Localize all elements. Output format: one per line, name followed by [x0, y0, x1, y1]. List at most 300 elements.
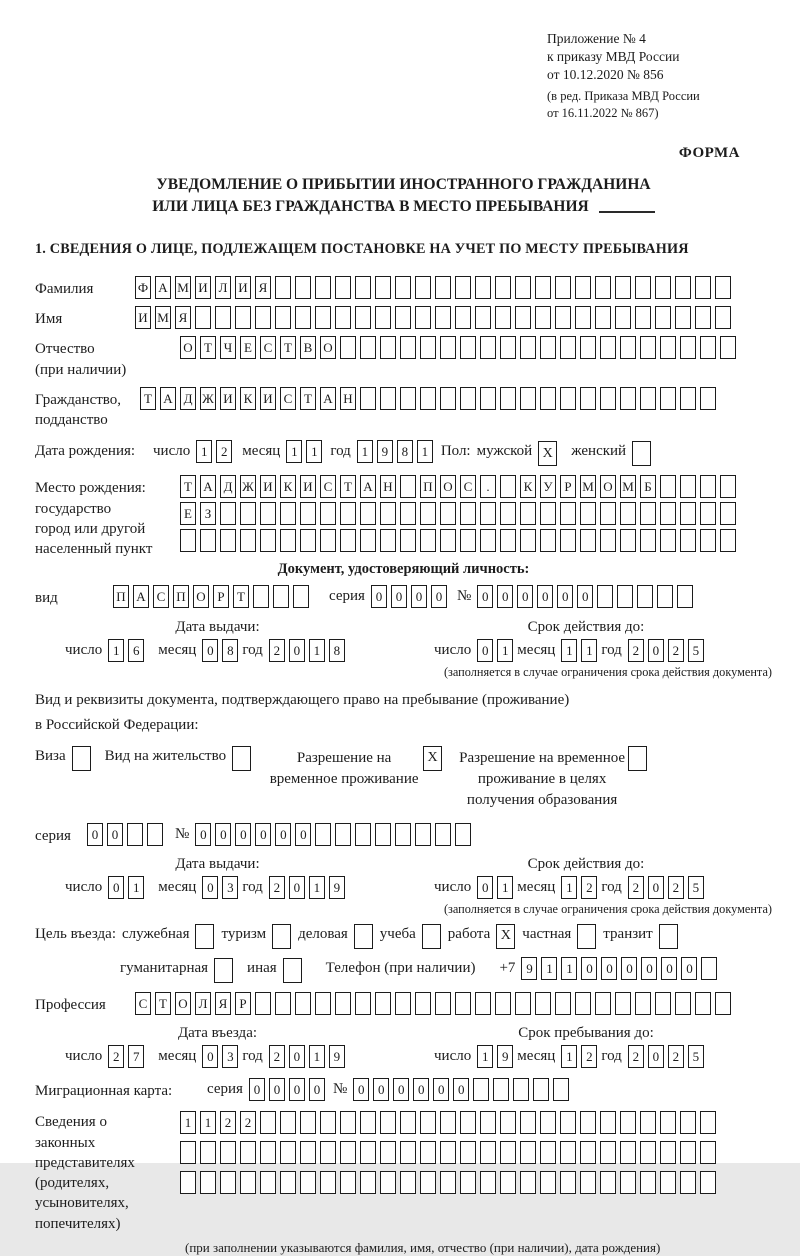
char-box[interactable]: 0 [202, 876, 218, 899]
char-box[interactable] [680, 387, 696, 410]
char-box[interactable] [275, 992, 291, 1015]
char-box[interactable] [677, 585, 693, 608]
char-box[interactable] [640, 529, 656, 552]
char-box[interactable] [455, 823, 471, 846]
char-box[interactable]: 9 [497, 1045, 513, 1068]
char-box[interactable] [540, 387, 556, 410]
char-box[interactable] [200, 1171, 216, 1194]
char-box[interactable] [700, 1141, 716, 1164]
char-box[interactable] [675, 276, 691, 299]
char-box[interactable] [240, 1141, 256, 1164]
char-box[interactable]: А [160, 387, 176, 410]
char-box[interactable] [400, 529, 416, 552]
char-box[interactable]: 0 [537, 585, 553, 608]
char-box[interactable]: 1 [497, 876, 513, 899]
char-box[interactable] [635, 276, 651, 299]
char-box[interactable] [680, 1171, 696, 1194]
char-box[interactable] [340, 529, 356, 552]
char-box[interactable] [260, 529, 276, 552]
char-box[interactable] [215, 306, 231, 329]
char-box[interactable]: 0 [477, 585, 493, 608]
char-box[interactable] [617, 585, 633, 608]
char-box[interactable]: Т [155, 992, 171, 1015]
char-box[interactable]: 0 [577, 585, 593, 608]
id-valid-month[interactable] [561, 639, 601, 662]
char-box[interactable] [395, 276, 411, 299]
char-box[interactable] [440, 529, 456, 552]
char-box[interactable]: Ж [200, 387, 216, 410]
char-box[interactable] [500, 502, 516, 525]
res-valid-month[interactable] [561, 876, 601, 899]
char-box[interactable] [600, 387, 616, 410]
char-box[interactable] [540, 336, 556, 359]
res-doc-series-input[interactable] [87, 823, 167, 846]
char-box[interactable]: 0 [255, 823, 271, 846]
char-box[interactable] [520, 1111, 536, 1134]
char-box[interactable]: И [260, 387, 276, 410]
char-box[interactable] [580, 1111, 596, 1134]
char-box[interactable] [455, 306, 471, 329]
char-box[interactable] [260, 1141, 276, 1164]
purpose-other-checkbox[interactable] [283, 958, 302, 983]
char-box[interactable]: 2 [668, 876, 684, 899]
char-box[interactable]: Ф [135, 276, 151, 299]
char-box[interactable] [280, 502, 296, 525]
stay-month[interactable] [561, 1045, 601, 1068]
char-box[interactable]: 8 [329, 639, 345, 662]
char-box[interactable]: 2 [108, 1045, 124, 1068]
char-box[interactable] [460, 1111, 476, 1134]
char-box[interactable] [660, 529, 676, 552]
char-box[interactable]: Я [255, 276, 271, 299]
char-box[interactable]: 0 [289, 1045, 305, 1068]
char-box[interactable]: 9 [329, 1045, 345, 1068]
char-box[interactable] [500, 336, 516, 359]
char-box[interactable] [180, 529, 196, 552]
char-box[interactable]: 1 [309, 876, 325, 899]
char-box[interactable]: 1 [180, 1111, 196, 1134]
char-box[interactable] [420, 336, 436, 359]
char-box[interactable] [400, 502, 416, 525]
char-box[interactable] [660, 1171, 676, 1194]
char-box[interactable] [635, 306, 651, 329]
char-box[interactable]: И [195, 276, 211, 299]
profession-input[interactable] [135, 992, 735, 1015]
char-box[interactable] [620, 502, 636, 525]
char-box[interactable] [375, 276, 391, 299]
id-valid-day[interactable] [477, 639, 517, 662]
char-box[interactable] [555, 992, 571, 1015]
res-issue-year[interactable] [269, 876, 349, 899]
char-box[interactable] [300, 1111, 316, 1134]
char-box[interactable]: 5 [688, 876, 704, 899]
char-box[interactable] [560, 1141, 576, 1164]
char-box[interactable] [540, 1111, 556, 1134]
char-box[interactable] [520, 529, 536, 552]
char-box[interactable]: . [480, 475, 496, 498]
char-box[interactable]: 1 [561, 639, 577, 662]
char-box[interactable]: И [235, 276, 251, 299]
char-box[interactable]: С [260, 336, 276, 359]
char-box[interactable] [700, 529, 716, 552]
char-box[interactable] [335, 992, 351, 1015]
char-box[interactable]: 2 [668, 1045, 684, 1068]
char-box[interactable] [295, 306, 311, 329]
char-box[interactable] [220, 1141, 236, 1164]
char-box[interactable] [600, 1171, 616, 1194]
char-box[interactable] [480, 336, 496, 359]
char-box[interactable]: К [280, 475, 296, 498]
id-issue-year[interactable] [269, 639, 349, 662]
char-box[interactable]: 0 [289, 639, 305, 662]
char-box[interactable]: Е [240, 336, 256, 359]
char-box[interactable]: 9 [329, 876, 345, 899]
purpose-work-checkbox[interactable]: X [496, 924, 515, 949]
char-box[interactable] [147, 823, 163, 846]
char-box[interactable]: К [240, 387, 256, 410]
char-box[interactable]: 2 [628, 1045, 644, 1068]
birth-month-input[interactable] [286, 440, 326, 463]
char-box[interactable] [480, 1111, 496, 1134]
legal-reps-line1[interactable] [180, 1111, 720, 1134]
char-box[interactable] [720, 529, 736, 552]
legal-reps-line3[interactable] [180, 1171, 720, 1194]
char-box[interactable]: П [420, 475, 436, 498]
char-box[interactable] [597, 585, 613, 608]
char-box[interactable] [660, 336, 676, 359]
res-issue-month[interactable] [202, 876, 242, 899]
char-box[interactable]: 0 [215, 823, 231, 846]
char-box[interactable] [720, 502, 736, 525]
char-box[interactable]: 0 [195, 823, 211, 846]
char-box[interactable] [680, 529, 696, 552]
char-box[interactable] [540, 1171, 556, 1194]
char-box[interactable] [640, 1141, 656, 1164]
char-box[interactable]: У [540, 475, 556, 498]
char-box[interactable]: Б [640, 475, 656, 498]
char-box[interactable] [500, 529, 516, 552]
char-box[interactable]: 1 [561, 1045, 577, 1068]
char-box[interactable]: 8 [397, 440, 413, 463]
given-name-input[interactable] [135, 306, 735, 329]
char-box[interactable] [535, 992, 551, 1015]
char-box[interactable]: З [200, 502, 216, 525]
char-box[interactable] [495, 276, 511, 299]
char-box[interactable] [640, 387, 656, 410]
char-box[interactable] [575, 276, 591, 299]
char-box[interactable]: 0 [87, 823, 103, 846]
surname-input[interactable] [135, 276, 735, 299]
char-box[interactable]: 0 [411, 585, 427, 608]
birth-year-input[interactable] [357, 440, 437, 463]
char-box[interactable] [415, 306, 431, 329]
char-box[interactable] [220, 502, 236, 525]
char-box[interactable] [675, 992, 691, 1015]
char-box[interactable] [395, 823, 411, 846]
char-box[interactable] [580, 336, 596, 359]
char-box[interactable] [695, 276, 711, 299]
char-box[interactable] [420, 529, 436, 552]
char-box[interactable] [380, 1141, 396, 1164]
char-box[interactable] [640, 1111, 656, 1134]
char-box[interactable] [600, 1141, 616, 1164]
char-box[interactable]: 0 [557, 585, 573, 608]
char-box[interactable]: 0 [393, 1078, 409, 1101]
char-box[interactable]: 0 [413, 1078, 429, 1101]
char-box[interactable] [600, 336, 616, 359]
purpose-transit-checkbox[interactable] [659, 924, 678, 949]
char-box[interactable] [240, 529, 256, 552]
char-box[interactable]: П [173, 585, 189, 608]
char-box[interactable]: Р [235, 992, 251, 1015]
char-box[interactable] [320, 1171, 336, 1194]
char-box[interactable]: К [520, 475, 536, 498]
char-box[interactable]: О [600, 475, 616, 498]
char-box[interactable] [595, 992, 611, 1015]
phone-input[interactable] [521, 957, 721, 980]
char-box[interactable] [655, 276, 671, 299]
char-box[interactable] [275, 306, 291, 329]
char-box[interactable]: 0 [269, 1078, 285, 1101]
char-box[interactable] [637, 585, 653, 608]
char-box[interactable] [480, 387, 496, 410]
char-box[interactable]: 1 [561, 876, 577, 899]
char-box[interactable] [395, 306, 411, 329]
char-box[interactable]: 1 [561, 957, 577, 980]
stay-day[interactable] [477, 1045, 517, 1068]
char-box[interactable] [635, 992, 651, 1015]
char-box[interactable]: 2 [216, 440, 232, 463]
char-box[interactable]: Т [280, 336, 296, 359]
char-box[interactable] [440, 1171, 456, 1194]
char-box[interactable]: В [300, 336, 316, 359]
purpose-business-checkbox[interactable] [354, 924, 373, 949]
char-box[interactable]: А [133, 585, 149, 608]
char-box[interactable] [540, 1141, 556, 1164]
char-box[interactable]: 1 [357, 440, 373, 463]
char-box[interactable]: 2 [269, 639, 285, 662]
char-box[interactable] [415, 992, 431, 1015]
char-box[interactable] [473, 1078, 489, 1101]
char-box[interactable] [400, 475, 416, 498]
char-box[interactable] [620, 387, 636, 410]
char-box[interactable] [440, 1141, 456, 1164]
char-box[interactable] [440, 387, 456, 410]
char-box[interactable] [380, 336, 396, 359]
char-box[interactable] [535, 276, 551, 299]
char-box[interactable] [480, 1171, 496, 1194]
char-box[interactable]: 0 [641, 957, 657, 980]
char-box[interactable] [355, 823, 371, 846]
char-box[interactable] [495, 992, 511, 1015]
char-box[interactable] [500, 1111, 516, 1134]
char-box[interactable] [520, 502, 536, 525]
char-box[interactable] [640, 502, 656, 525]
char-box[interactable]: О [175, 992, 191, 1015]
char-box[interactable] [400, 336, 416, 359]
char-box[interactable]: 0 [202, 639, 218, 662]
char-box[interactable]: Д [220, 475, 236, 498]
migration-series-input[interactable] [249, 1078, 329, 1101]
char-box[interactable]: 6 [128, 639, 144, 662]
char-box[interactable] [513, 1078, 529, 1101]
char-box[interactable]: 1 [200, 1111, 216, 1134]
id-valid-year[interactable] [628, 639, 708, 662]
char-box[interactable]: 2 [220, 1111, 236, 1134]
char-box[interactable]: М [580, 475, 596, 498]
char-box[interactable] [360, 502, 376, 525]
char-box[interactable] [280, 1111, 296, 1134]
char-box[interactable] [515, 276, 531, 299]
char-box[interactable] [340, 1141, 356, 1164]
char-box[interactable] [400, 1171, 416, 1194]
char-box[interactable] [640, 1171, 656, 1194]
doc-type-input[interactable] [113, 585, 313, 608]
char-box[interactable]: 0 [581, 957, 597, 980]
char-box[interactable] [240, 502, 256, 525]
char-box[interactable] [340, 1171, 356, 1194]
char-box[interactable] [320, 502, 336, 525]
char-box[interactable] [500, 1141, 516, 1164]
char-box[interactable]: И [260, 475, 276, 498]
char-box[interactable] [660, 1141, 676, 1164]
char-box[interactable] [500, 475, 516, 498]
char-box[interactable]: 0 [477, 876, 493, 899]
char-box[interactable] [600, 529, 616, 552]
char-box[interactable]: 0 [373, 1078, 389, 1101]
char-box[interactable] [655, 992, 671, 1015]
char-box[interactable]: 0 [648, 876, 664, 899]
char-box[interactable] [335, 276, 351, 299]
res-doc-number-input[interactable] [195, 823, 475, 846]
char-box[interactable]: 0 [295, 823, 311, 846]
char-box[interactable] [660, 1111, 676, 1134]
char-box[interactable]: 1 [196, 440, 212, 463]
char-box[interactable] [380, 1171, 396, 1194]
char-box[interactable] [540, 502, 556, 525]
char-box[interactable] [260, 1171, 276, 1194]
char-box[interactable] [240, 1171, 256, 1194]
char-box[interactable]: 0 [517, 585, 533, 608]
char-box[interactable] [695, 992, 711, 1015]
char-box[interactable]: Ж [240, 475, 256, 498]
char-box[interactable] [620, 1141, 636, 1164]
char-box[interactable]: Т [200, 336, 216, 359]
char-box[interactable]: 0 [681, 957, 697, 980]
char-box[interactable] [500, 1171, 516, 1194]
char-box[interactable]: 0 [289, 876, 305, 899]
char-box[interactable] [435, 306, 451, 329]
id-issue-month[interactable] [202, 639, 242, 662]
char-box[interactable] [520, 387, 536, 410]
char-box[interactable]: Н [380, 475, 396, 498]
char-box[interactable] [435, 992, 451, 1015]
char-box[interactable]: 0 [202, 1045, 218, 1068]
char-box[interactable] [255, 306, 271, 329]
char-box[interactable] [200, 1141, 216, 1164]
char-box[interactable] [340, 502, 356, 525]
char-box[interactable] [295, 276, 311, 299]
char-box[interactable] [480, 529, 496, 552]
char-box[interactable] [315, 276, 331, 299]
char-box[interactable] [360, 387, 376, 410]
char-box[interactable]: 1 [417, 440, 433, 463]
char-box[interactable] [360, 1111, 376, 1134]
entry-day[interactable] [108, 1045, 148, 1068]
char-box[interactable] [380, 529, 396, 552]
char-box[interactable] [355, 992, 371, 1015]
char-box[interactable]: 1 [477, 1045, 493, 1068]
char-box[interactable] [220, 529, 236, 552]
char-box[interactable] [420, 1141, 436, 1164]
purpose-tourism-checkbox[interactable] [272, 924, 291, 949]
char-box[interactable]: 0 [391, 585, 407, 608]
char-box[interactable] [520, 336, 536, 359]
char-box[interactable] [260, 1111, 276, 1134]
res-issue-day[interactable] [108, 876, 148, 899]
char-box[interactable]: 1 [108, 639, 124, 662]
char-box[interactable] [300, 1171, 316, 1194]
char-box[interactable] [335, 306, 351, 329]
char-box[interactable] [253, 585, 269, 608]
char-box[interactable] [360, 529, 376, 552]
char-box[interactable] [595, 276, 611, 299]
char-box[interactable] [460, 336, 476, 359]
char-box[interactable] [640, 336, 656, 359]
res-valid-day[interactable] [477, 876, 517, 899]
char-box[interactable] [255, 992, 271, 1015]
char-box[interactable]: 9 [521, 957, 537, 980]
char-box[interactable] [220, 1171, 236, 1194]
char-box[interactable]: Е [180, 502, 196, 525]
char-box[interactable]: И [300, 475, 316, 498]
char-box[interactable]: А [155, 276, 171, 299]
char-box[interactable] [275, 276, 291, 299]
char-box[interactable] [273, 585, 289, 608]
char-box[interactable]: Р [213, 585, 229, 608]
char-box[interactable] [455, 992, 471, 1015]
char-box[interactable] [380, 1111, 396, 1134]
char-box[interactable] [260, 502, 276, 525]
char-box[interactable]: О [320, 336, 336, 359]
char-box[interactable]: 2 [581, 876, 597, 899]
patronymic-input[interactable] [180, 336, 740, 359]
char-box[interactable]: Д [180, 387, 196, 410]
char-box[interactable]: С [280, 387, 296, 410]
char-box[interactable]: М [155, 306, 171, 329]
entry-month[interactable] [202, 1045, 242, 1068]
char-box[interactable] [620, 529, 636, 552]
char-box[interactable]: 2 [240, 1111, 256, 1134]
char-box[interactable] [420, 1111, 436, 1134]
char-box[interactable] [535, 306, 551, 329]
birth-place-line2[interactable] [180, 502, 740, 525]
char-box[interactable] [700, 1111, 716, 1134]
char-box[interactable]: 0 [433, 1078, 449, 1101]
char-box[interactable] [180, 1141, 196, 1164]
char-box[interactable] [560, 387, 576, 410]
char-box[interactable] [620, 1111, 636, 1134]
char-box[interactable] [320, 1111, 336, 1134]
char-box[interactable] [533, 1078, 549, 1101]
char-box[interactable]: 0 [601, 957, 617, 980]
char-box[interactable] [300, 529, 316, 552]
char-box[interactable] [615, 992, 631, 1015]
char-box[interactable] [620, 1171, 636, 1194]
char-box[interactable] [380, 502, 396, 525]
char-box[interactable]: И [135, 306, 151, 329]
char-box[interactable] [420, 1171, 436, 1194]
